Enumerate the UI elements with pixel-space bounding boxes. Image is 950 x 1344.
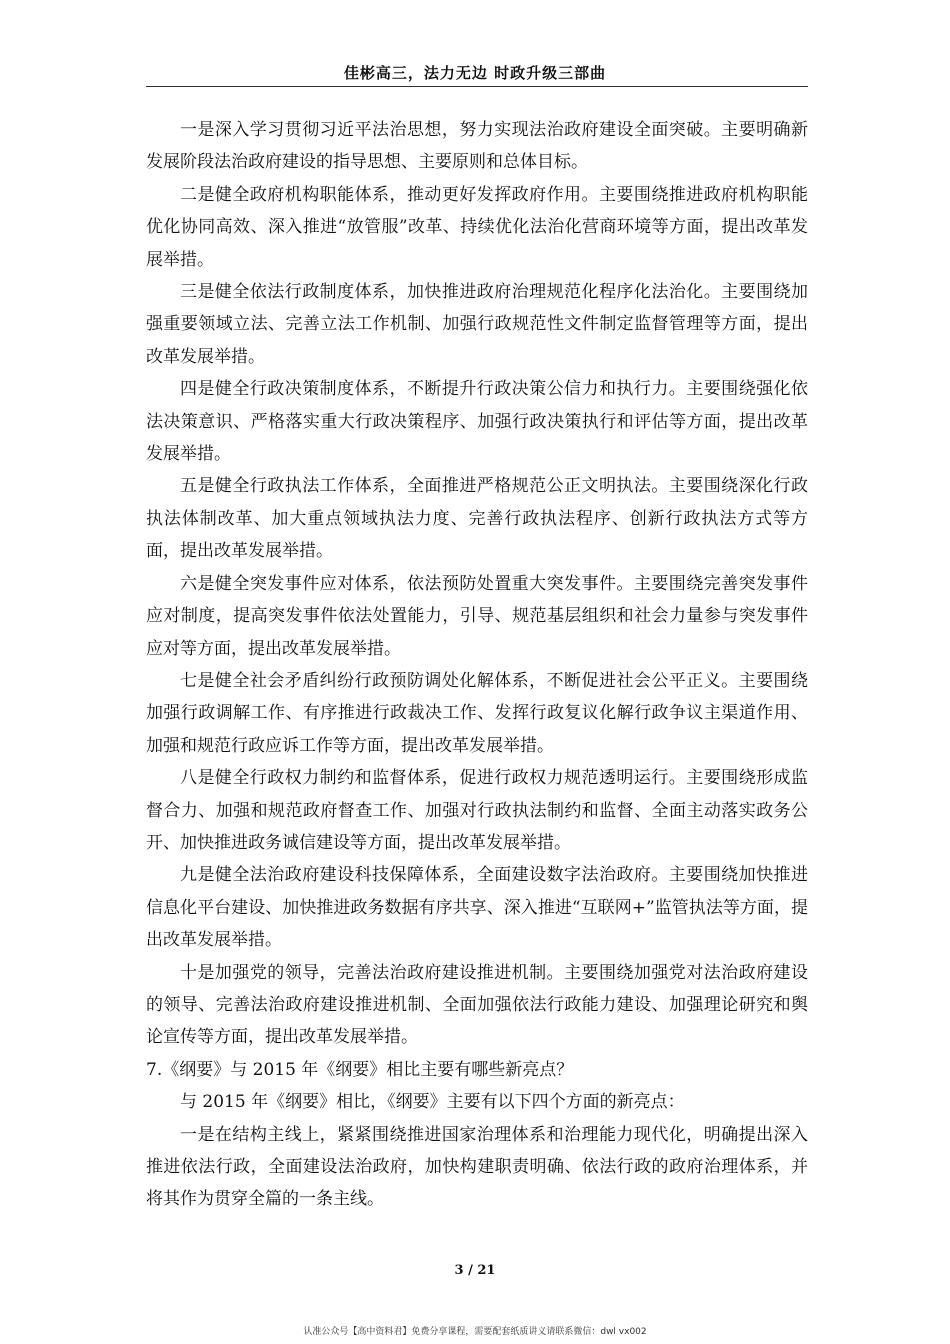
paragraph-1: 一是深入学习贯彻习近平法治思想，努力实现法治政府建设全面突破。主要明确新发展阶段法治政府建设的指导思想、主要原则和总体目标。 — [146, 120, 808, 173]
paragraph-6: 六是健全突发事件应对体系，依法预防处置重大突发事件。主要围绕完善突发事件应对制度，提高突发事件依法处置能力，引导、规范基层组织和社会力量参与突发事件应对等方面，提出改革发展举措。 — [146, 573, 808, 659]
footer-note: 认准公众号【高中资料君】免费分享课程，需要配套纸质讲义请联系微信：dwl vx002 — [303, 1327, 647, 1337]
paragraph-4: 四是健全行政决策制度体系，不断提升行政决策公信力和执行力。主要围绕强化依法决策意识、严格落实重大行政决策程序、加强行政决策执行和评估等方面，提出改革发展举措。 — [146, 379, 808, 465]
paragraph-2: 二是健全政府机构职能体系，推动更好发挥政府作用。主要围绕推进政府机构职能优化协同高效、深入推进“放管服”改革、持续优化法治化营商环境等方面，提出改革发展举措。 — [146, 184, 808, 270]
paragraph-10: 十是加强党的领导，完善法治政府建设推进机制。主要围绕加强党对法治政府建设的领导、完善法治政府建设推进机制、全面加强依法行政能力建设、加强理论研究和舆论宣传等方面，提出改革发展举措。 — [146, 962, 808, 1048]
header-divider — [146, 86, 808, 87]
document-body — [146, 114, 808, 1216]
page-number: 3 / 21 — [454, 1263, 496, 1278]
question-heading: 7.《纲要》与 2015 年《纲要》相比主要有哪些新亮点？ — [146, 1059, 574, 1080]
answer-intro: 与 2015 年《纲要》相比，《纲要》主要有以下四个方面的新亮点： — [180, 1092, 685, 1113]
paragraph-3: 三是健全依法行政制度体系，加快推进政府治理规范化程序化法治化。主要围绕加强重要领域立法、完善立法工作机制、加强行政规范性文件制定监督管理等方面，提出改革发展举措。 — [146, 282, 808, 367]
paragraph-5: 五是健全行政执法工作体系，全面推进严格规范公正文明执法。主要围绕深化行政执法体制改革、加大重点领域执法力度、完善行政执法程序、创新行政执法方式等方面，提出改革发展举措。 — [146, 476, 808, 562]
paragraph-8: 八是健全行政权力制约和监督体系，促进行政权力规范透明运行。主要围绕形成监督合力、加强和规范政府督查工作、加强对行政执法制约和监督、全面主动落实政务公开、加快推进政务诚信建设等方面，提出改革发展举措。 — [146, 768, 808, 853]
answer-point-1: 一是在结构主线上，紧紧围绕推进国家治理体系和治理能力现代化，明确提出深入推进依法行政，全面建设法治政府，加快构建职责明确、依法行政的政府治理体系，并将其作为贯穿全篇的一条主线。 — [146, 1124, 808, 1210]
paragraph-7: 七是健全社会矛盾纠纷行政预防调处化解体系，不断促进社会公平正义。主要围绕加强行政调解工作、有序推进行政裁决工作、发挥行政复议化解行政争议主渠道作用、加强和规范行政应诉工作等方面，提出改革发展举措。 — [146, 670, 808, 756]
paragraph-9: 九是健全法治政府建设科技保障体系，全面建设数字法治政府。主要围绕加快推进信息化平台建设、加快推进政务数据有序共享、深入推进“互联网+”监管执法等方面，提出改革发展举措。 — [146, 865, 808, 951]
page-header: 佳彬高三，法力无边 时政升级三部曲 — [343, 64, 607, 82]
